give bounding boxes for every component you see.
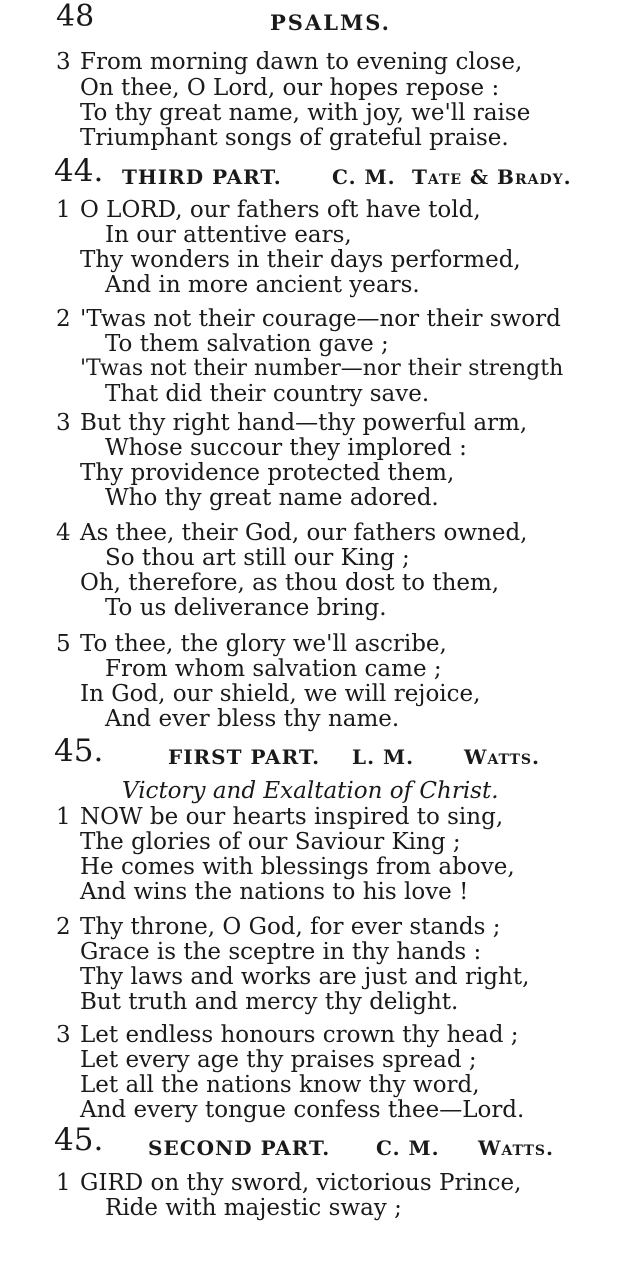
verse-line: Triumphant songs of grateful praise. [80, 125, 509, 151]
verse-line: Let endless honours crown thy head ; [80, 1022, 519, 1048]
hymn-subtitle: Victory and Exaltation of Christ. [122, 778, 499, 804]
hymn-meter: C. M. [376, 1136, 440, 1160]
verse-line: So thou art still our King ; [105, 545, 410, 571]
hymn-part: THIRD PART. [122, 165, 282, 189]
verse-line: To thy great name, with joy, we'll raise [80, 100, 531, 126]
verse-line: Thy providence protected them, [80, 460, 455, 486]
verse-number: 1 [56, 197, 71, 223]
verse-line: But truth and mercy thy delight. [80, 989, 459, 1015]
hymn-meter: C. M. [332, 165, 396, 189]
verse-line: In our attentive ears, [105, 222, 352, 248]
verse-line: And every tongue confess thee—Lord. [80, 1097, 525, 1123]
verse-line: And ever bless thy name. [105, 706, 400, 732]
verse-line: In God, our shield, we will rejoice, [80, 681, 481, 707]
hymn-number: 44. [54, 153, 104, 189]
verse-number: 2 [56, 306, 71, 332]
hymn-part: SECOND PART. [148, 1136, 331, 1160]
verse-line: On thee, O Lord, our hopes repose : [80, 75, 500, 101]
verse-line: To thee, the glory we'll ascribe, [80, 631, 447, 657]
verse-line: And in more ancient years. [105, 272, 420, 298]
verse-line: GIRD on thy sword, victorious Prince, [80, 1170, 522, 1196]
verse-line: Thy wonders in their days performed, [80, 247, 521, 273]
verse-line: Let every age thy praises spread ; [80, 1047, 477, 1073]
verse-line: That did their country save. [105, 381, 430, 407]
hymn-meter: L. M. [352, 745, 415, 769]
verse-number: 5 [56, 631, 71, 657]
page-number: 48 [56, 0, 95, 34]
verse-line: From whom salvation came ; [105, 656, 442, 682]
verse-line: To them salvation gave ; [105, 331, 389, 357]
hymn-author: Tate & Brady. [412, 165, 572, 189]
verse-line: NOW be our hearts inspired to sing, [80, 804, 504, 830]
verse-line: Oh, therefore, as thou dost to them, [80, 570, 500, 596]
verse-line: Thy throne, O God, for ever stands ; [80, 914, 501, 940]
running-title: PSALMS. [270, 10, 391, 35]
verse-line: He comes with blessings from above, [80, 854, 515, 880]
verse-line: 'Twas not their courage—nor their sword [80, 306, 561, 332]
hymn-part: FIRST PART. [168, 745, 321, 769]
verse-line: And wins the nations to his love ! [80, 879, 469, 905]
verse-line: As thee, their God, our fathers owned, [80, 520, 528, 546]
verse-number: 3 [56, 410, 71, 436]
verse-line: Who thy great name adored. [105, 485, 439, 511]
verse-line: The glories of our Saviour King ; [80, 829, 461, 855]
hymn-number: 45. [54, 1122, 104, 1158]
verse-line: O LORD, our fathers oft have told, [80, 197, 481, 223]
hymn-number: 45. [54, 733, 104, 769]
verse-line: Grace is the sceptre in thy hands : [80, 939, 482, 965]
verse-number: 3 [56, 1022, 71, 1048]
verse-number: 3 [56, 49, 71, 75]
hymn-author: Watts. [478, 1136, 554, 1160]
verse-line: To us deliverance bring. [105, 595, 387, 621]
verse-line: Thy laws and works are just and right, [80, 964, 530, 990]
verse-line: Whose succour they implored : [105, 435, 467, 461]
verse-line: Let all the nations know thy word, [80, 1072, 480, 1098]
verse-line: Ride with majestic sway ; [105, 1195, 402, 1221]
verse-number: 2 [56, 914, 71, 940]
verse-number: 1 [56, 804, 71, 830]
verse-number: 1 [56, 1170, 71, 1196]
hymn-author: Watts. [464, 745, 540, 769]
verse-line: From morning dawn to evening close, [80, 49, 523, 75]
verse-number: 4 [56, 520, 71, 546]
verse-line: 'Twas not their number—nor their strength [80, 356, 564, 381]
verse-line: But thy right hand—thy powerful arm, [80, 410, 528, 436]
